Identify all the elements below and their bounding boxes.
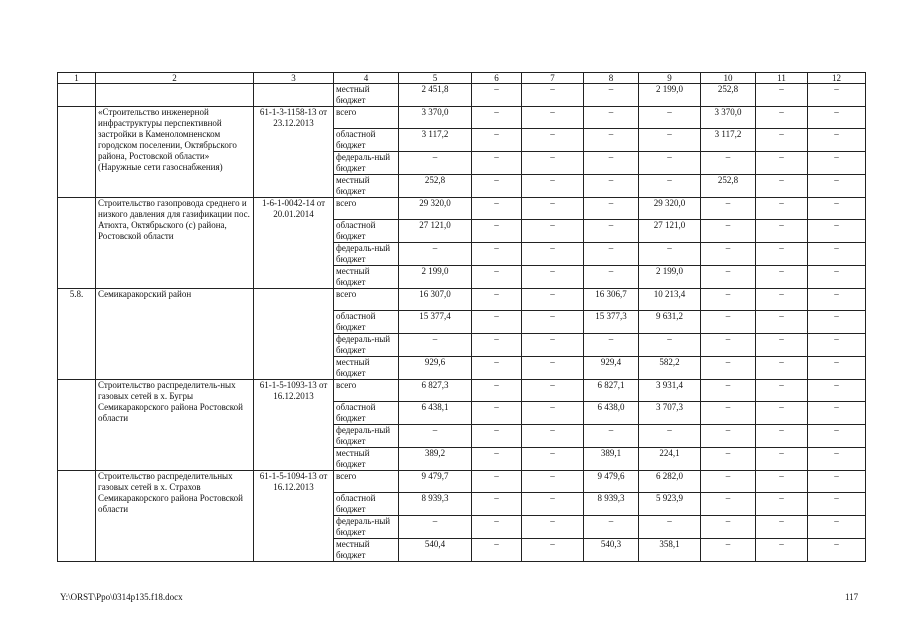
value-col-9: 358,1 (639, 539, 701, 562)
value-col-5: 29 320,0 (399, 198, 472, 220)
value-col-10: – (701, 493, 756, 516)
value-col-7: – (522, 516, 584, 539)
budget-table (57, 72, 866, 562)
column-number-5: 5 (399, 73, 472, 84)
value-col-7: – (522, 243, 584, 266)
value-col-6: – (472, 289, 522, 311)
value-col-5: 3 370,0 (399, 107, 472, 129)
value-col-6: – (472, 402, 522, 425)
row-number (58, 380, 96, 471)
value-col-6: – (472, 334, 522, 357)
value-col-6: – (472, 175, 522, 198)
column-number-row (58, 73, 866, 84)
value-col-12: – (808, 402, 866, 425)
registration-code: 61-1-3-1158-13 от 23.12.2013 (254, 107, 334, 198)
value-col-11: – (756, 220, 808, 243)
value-col-10: – (701, 516, 756, 539)
value-col-12: – (808, 129, 866, 152)
value-col-8: – (584, 425, 639, 448)
value-col-8: 15 377,3 (584, 311, 639, 334)
value-col-7: – (522, 84, 584, 107)
funding-source: местный бюджет (334, 357, 399, 380)
value-col-8: – (584, 107, 639, 129)
value-col-12: – (808, 289, 866, 311)
column-number-2: 2 (96, 73, 254, 84)
object-name: Строительство газопровода среднего и низкого давления для газификации пос. Атюхта, Октябрьского (с) района, Ростовской области (96, 198, 254, 289)
value-col-9: 29 320,0 (639, 198, 701, 220)
value-col-7: – (522, 448, 584, 471)
value-col-12: – (808, 425, 866, 448)
value-col-11: – (756, 198, 808, 220)
value-col-9: – (639, 516, 701, 539)
registration-code: 1-6-1-0042-14 от 20.01.2014 (254, 198, 334, 289)
value-col-12: – (808, 198, 866, 220)
value-col-8: – (584, 84, 639, 107)
value-col-7: – (522, 402, 584, 425)
value-col-12: – (808, 539, 866, 562)
value-col-6: – (472, 129, 522, 152)
value-col-9: – (639, 425, 701, 448)
value-col-8: 540,3 (584, 539, 639, 562)
value-col-9: – (639, 152, 701, 175)
value-col-9: 2 199,0 (639, 84, 701, 107)
value-col-12: – (808, 107, 866, 129)
value-col-11: – (756, 311, 808, 334)
column-number-11: 11 (756, 73, 808, 84)
row-number (58, 107, 96, 198)
value-col-12: – (808, 84, 866, 107)
table-row (58, 84, 866, 107)
value-col-11: – (756, 539, 808, 562)
value-col-6: – (472, 220, 522, 243)
value-col-11: – (756, 129, 808, 152)
table-row (58, 107, 866, 129)
value-col-10: 252,8 (701, 84, 756, 107)
funding-source: всего (334, 471, 399, 493)
funding-source: федераль-ный бюджет (334, 152, 399, 175)
column-number-7: 7 (522, 73, 584, 84)
value-col-12: – (808, 334, 866, 357)
value-col-8: – (584, 266, 639, 289)
value-col-5: – (399, 334, 472, 357)
value-col-6: – (472, 243, 522, 266)
value-col-10: 252,8 (701, 175, 756, 198)
funding-source: областной бюджет (334, 129, 399, 152)
value-col-5: 6 438,1 (399, 402, 472, 425)
value-col-12: – (808, 493, 866, 516)
value-col-9: 27 121,0 (639, 220, 701, 243)
value-col-12: – (808, 380, 866, 402)
funding-source: всего (334, 198, 399, 220)
funding-source: федераль-ный бюджет (334, 334, 399, 357)
registration-code (254, 84, 334, 107)
value-col-7: – (522, 175, 584, 198)
funding-source: федераль-ный бюджет (334, 243, 399, 266)
value-col-9: – (639, 107, 701, 129)
column-number-10: 10 (701, 73, 756, 84)
value-col-7: – (522, 198, 584, 220)
table-row (58, 198, 866, 220)
value-col-6: – (472, 471, 522, 493)
value-col-9: 3 931,4 (639, 380, 701, 402)
value-col-7: – (522, 107, 584, 129)
value-col-10: – (701, 471, 756, 493)
row-number (58, 471, 96, 562)
column-number-1: 1 (58, 73, 96, 84)
value-col-11: – (756, 471, 808, 493)
value-col-7: – (522, 425, 584, 448)
value-col-12: – (808, 266, 866, 289)
object-name (96, 84, 254, 107)
value-col-10: – (701, 357, 756, 380)
value-col-9: – (639, 175, 701, 198)
table-row (58, 380, 866, 402)
value-col-6: – (472, 493, 522, 516)
value-col-10: – (701, 152, 756, 175)
value-col-11: – (756, 334, 808, 357)
value-col-9: 3 707,3 (639, 402, 701, 425)
value-col-5: 27 121,0 (399, 220, 472, 243)
registration-code (254, 289, 334, 380)
funding-source: областной бюджет (334, 220, 399, 243)
value-col-5: – (399, 152, 472, 175)
object-name: Строительство распределительных газовых сетей в х. Страхов Семикаракорского района Ростовской области (96, 471, 254, 562)
value-col-10: – (701, 425, 756, 448)
value-col-11: – (756, 289, 808, 311)
table-row (58, 289, 866, 311)
column-number-12: 12 (808, 73, 866, 84)
value-col-5: 252,8 (399, 175, 472, 198)
value-col-8: 6 438,0 (584, 402, 639, 425)
funding-source: всего (334, 380, 399, 402)
value-col-12: – (808, 152, 866, 175)
value-col-10: – (701, 402, 756, 425)
value-col-12: – (808, 471, 866, 493)
value-col-6: – (472, 539, 522, 562)
funding-source: местный бюджет (334, 84, 399, 107)
value-col-9: 5 923,9 (639, 493, 701, 516)
footer-file-path: Y:\ORST\Ppo\0314p135.f18.docx (60, 592, 183, 602)
value-col-11: – (756, 425, 808, 448)
value-col-6: – (472, 425, 522, 448)
value-col-12: – (808, 448, 866, 471)
value-col-8: – (584, 152, 639, 175)
object-name: «Строительство инженерной инфраструктуры перспективной застройки в Каменоломненском городском поселении, Октябрьского района, Ростовской области» (Наружные сети газоснабжения) (96, 107, 254, 198)
value-col-8: – (584, 129, 639, 152)
value-col-5: – (399, 425, 472, 448)
value-col-5: – (399, 516, 472, 539)
value-col-10: – (701, 539, 756, 562)
object-name: Семикаракорский район (96, 289, 254, 380)
column-number-4: 4 (334, 73, 399, 84)
value-col-12: – (808, 516, 866, 539)
value-col-11: – (756, 243, 808, 266)
value-col-6: – (472, 448, 522, 471)
value-col-5: 540,4 (399, 539, 472, 562)
column-number-6: 6 (472, 73, 522, 84)
value-col-11: – (756, 266, 808, 289)
value-col-11: – (756, 493, 808, 516)
footer-page-number: 117 (845, 592, 859, 602)
value-col-5: 3 117,2 (399, 129, 472, 152)
value-col-5: 8 939,3 (399, 493, 472, 516)
value-col-7: – (522, 220, 584, 243)
value-col-12: – (808, 243, 866, 266)
value-col-10: – (701, 220, 756, 243)
value-col-11: – (756, 402, 808, 425)
value-col-6: – (472, 198, 522, 220)
value-col-11: – (756, 357, 808, 380)
funding-source: федераль-ный бюджет (334, 516, 399, 539)
value-col-5: 2 451,8 (399, 84, 472, 107)
funding-source: федераль-ный бюджет (334, 425, 399, 448)
value-col-7: – (522, 493, 584, 516)
value-col-7: – (522, 334, 584, 357)
funding-source: областной бюджет (334, 493, 399, 516)
value-col-7: – (522, 311, 584, 334)
value-col-6: – (472, 266, 522, 289)
value-col-5: 389,2 (399, 448, 472, 471)
value-col-10: – (701, 380, 756, 402)
column-number-3: 3 (254, 73, 334, 84)
value-col-7: – (522, 357, 584, 380)
funding-source: областной бюджет (334, 311, 399, 334)
funding-source: всего (334, 289, 399, 311)
value-col-9: 582,2 (639, 357, 701, 380)
value-col-10: – (701, 448, 756, 471)
value-col-7: – (522, 539, 584, 562)
value-col-7: – (522, 266, 584, 289)
value-col-10: – (701, 334, 756, 357)
funding-source: всего (334, 107, 399, 129)
value-col-8: 929,4 (584, 357, 639, 380)
value-col-10: – (701, 198, 756, 220)
object-name: Строительство распределитель-ных газовых сетей в х. Бугры Семикаракорского района Ростовской области (96, 380, 254, 471)
value-col-8: 9 479,6 (584, 471, 639, 493)
value-col-7: – (522, 471, 584, 493)
value-col-11: – (756, 84, 808, 107)
value-col-9: 2 199,0 (639, 266, 701, 289)
value-col-6: – (472, 380, 522, 402)
value-col-8: 6 827,1 (584, 380, 639, 402)
table-row (58, 471, 866, 493)
funding-source: местный бюджет (334, 448, 399, 471)
value-col-10: – (701, 289, 756, 311)
value-col-6: – (472, 84, 522, 107)
value-col-10: – (701, 266, 756, 289)
value-col-6: – (472, 311, 522, 334)
value-col-11: – (756, 175, 808, 198)
value-col-11: – (756, 516, 808, 539)
value-col-5: 2 199,0 (399, 266, 472, 289)
column-number-8: 8 (584, 73, 639, 84)
value-col-6: – (472, 357, 522, 380)
value-col-8: – (584, 334, 639, 357)
column-number-9: 9 (639, 73, 701, 84)
registration-code: 61-1-5-1093-13 от 16.12.2013 (254, 380, 334, 471)
value-col-10: – (701, 243, 756, 266)
value-col-9: 224,1 (639, 448, 701, 471)
value-col-8: 8 939,3 (584, 493, 639, 516)
value-col-11: – (756, 152, 808, 175)
value-col-9: – (639, 334, 701, 357)
value-col-9: 6 282,0 (639, 471, 701, 493)
value-col-7: – (522, 380, 584, 402)
funding-source: местный бюджет (334, 266, 399, 289)
value-col-12: – (808, 175, 866, 198)
value-col-6: – (472, 516, 522, 539)
value-col-11: – (756, 448, 808, 471)
value-col-8: 389,1 (584, 448, 639, 471)
funding-source: местный бюджет (334, 539, 399, 562)
value-col-7: – (522, 129, 584, 152)
value-col-12: – (808, 220, 866, 243)
value-col-6: – (472, 107, 522, 129)
value-col-9: – (639, 243, 701, 266)
value-col-5: 9 479,7 (399, 471, 472, 493)
value-col-8: 16 306,7 (584, 289, 639, 311)
value-col-8: – (584, 220, 639, 243)
row-number (58, 198, 96, 289)
value-col-11: – (756, 380, 808, 402)
value-col-11: – (756, 107, 808, 129)
registration-code: 61-1-5-1094-13 от 16.12.2013 (254, 471, 334, 562)
value-col-8: – (584, 175, 639, 198)
row-number: 5.8. (58, 289, 96, 380)
value-col-7: – (522, 152, 584, 175)
value-col-12: – (808, 311, 866, 334)
funding-source: областной бюджет (334, 402, 399, 425)
value-col-8: – (584, 198, 639, 220)
value-col-10: – (701, 311, 756, 334)
value-col-8: – (584, 243, 639, 266)
value-col-6: – (472, 152, 522, 175)
value-col-9: 9 631,2 (639, 311, 701, 334)
value-col-8: – (584, 516, 639, 539)
value-col-5: 15 377,4 (399, 311, 472, 334)
funding-source: местный бюджет (334, 175, 399, 198)
value-col-10: 3 117,2 (701, 129, 756, 152)
value-col-5: 16 307,0 (399, 289, 472, 311)
value-col-9: 10 213,4 (639, 289, 701, 311)
value-col-10: 3 370,0 (701, 107, 756, 129)
value-col-9: – (639, 129, 701, 152)
value-col-7: – (522, 289, 584, 311)
value-col-5: – (399, 243, 472, 266)
value-col-5: 929,6 (399, 357, 472, 380)
value-col-12: – (808, 357, 866, 380)
value-col-5: 6 827,3 (399, 380, 472, 402)
row-number (58, 84, 96, 107)
